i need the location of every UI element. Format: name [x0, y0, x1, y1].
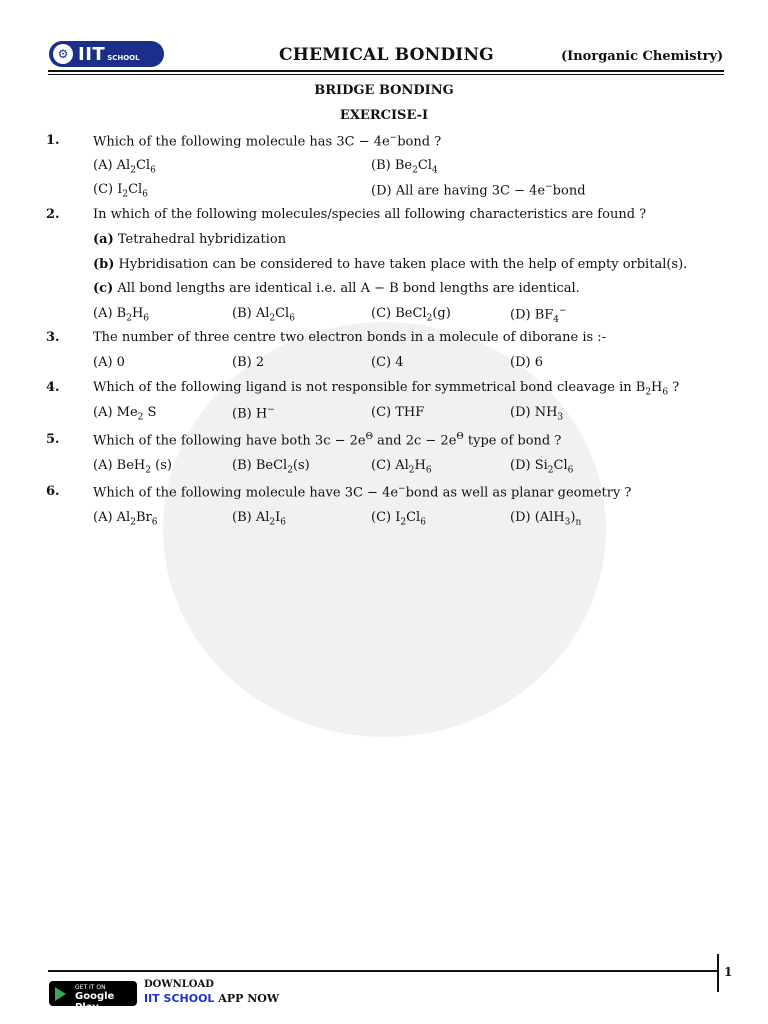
option: (C) THF [371, 405, 425, 420]
characteristic-item [93, 232, 286, 247]
option: (A) $Al_2Cl_6$ [93, 158, 156, 176]
question-number: 1. [46, 133, 60, 148]
option: (B) $Al_2I_6$ [232, 510, 286, 528]
option: (D) $Si_2Cl_6$ [510, 458, 574, 476]
characteristic-item [93, 257, 687, 272]
option: (B) BeCl$_2$(s) [232, 458, 310, 476]
option: (D) $BF_4^-$ [510, 306, 567, 325]
footer-divider [48, 970, 718, 972]
item-label: (c) [93, 281, 114, 296]
question-number: 2. [46, 207, 60, 222]
option: (B) 2 [232, 355, 265, 370]
google-play-badge[interactable] [49, 981, 137, 1013]
option: (A) $Me_2$ S [93, 405, 157, 423]
option: (B) $Be_2Cl_4$ [371, 158, 438, 176]
play-store-icon [55, 987, 66, 1001]
logo-text: IIT [78, 43, 106, 65]
badge-big-text: Google Play [75, 991, 115, 1013]
item-text: Hybridisation can be considered to have taken place with the help of empty orbital(s). [118, 257, 688, 272]
question-text: Which of the following ligand is not responsible for symmetrical bond cleavage in $B_2H_6$ ? [93, 380, 680, 398]
item-text: Tetrahedral hybridization [117, 232, 287, 247]
item-text: All bond lengths are identical i.e. all A − B bond lengths are identical. [117, 281, 580, 296]
option: (A) BeH$_2$ (s) [93, 458, 172, 476]
app-now: APP NOW [218, 992, 280, 1005]
option: (C) BeCl$_2$(g) [371, 306, 451, 324]
question-text: Which of the following molecule has 3C − 4e−bond ? [93, 133, 442, 150]
subject-label: (Inorganic Chemistry) [561, 49, 724, 64]
download-label: DOWNLOAD [144, 979, 214, 990]
question-number: 5. [46, 432, 60, 447]
option: (D) 6 [510, 355, 543, 370]
question-number: 6. [46, 484, 60, 499]
item-label: (b) [93, 257, 115, 272]
footer-page-bar [717, 954, 719, 992]
iit-school-logo [49, 41, 164, 67]
option: (C) $I_2Cl_6$ [371, 510, 426, 528]
question-number: 4. [46, 380, 60, 395]
item-label: (a) [93, 232, 114, 247]
question-text: Which of the following have both $3c - 2e^\Theta$ and $2c - 2e^\Theta$ type of bond ? [93, 432, 562, 449]
option: (D) $(AlH_3)_n$ [510, 510, 582, 528]
logo-subtext: SCHOOL [107, 54, 140, 62]
option: (A) $Al_2Br_6$ [93, 510, 158, 528]
question-text: Which of the following molecule have 3C − 4e−bond as well as planar geometry ? [93, 484, 632, 501]
option: (B) H− [232, 405, 275, 422]
option: (A) 0 [93, 355, 125, 370]
option: (B) $Al_2Cl_6$ [232, 306, 295, 324]
option: (C) $I_2Cl_6$ [93, 182, 148, 200]
option: (D) All are having 3C − 4e−bond [371, 182, 586, 199]
exercise-title: EXERCISE-I [339, 108, 429, 123]
page-number: 1 [724, 965, 733, 979]
header-divider-thin [48, 74, 724, 75]
logo-emblem-icon: ⚙ [53, 44, 73, 64]
page-title: CHEMICAL BONDING [279, 45, 494, 65]
option: (D) $NH_3$ [510, 405, 564, 423]
question-number: 3. [46, 330, 60, 345]
badge-small-text: GET IT ON [75, 984, 106, 991]
question-text: In which of the following molecules/species all following characteristics are found ? [93, 207, 647, 222]
header-divider [48, 70, 724, 72]
option: (C) $Al_2H_6$ [371, 458, 432, 476]
option: (C) 4 [371, 355, 404, 370]
option: (A) $B_2H_6$ [93, 306, 150, 324]
question-text: The number of three centre two electron bonds in a molecule of diborane is :- [93, 330, 607, 345]
app-promo [144, 992, 279, 1005]
app-brand: IIT SCHOOL [144, 992, 215, 1005]
characteristic-item [93, 281, 580, 296]
section-title: BRIDGE BONDING [314, 83, 454, 98]
